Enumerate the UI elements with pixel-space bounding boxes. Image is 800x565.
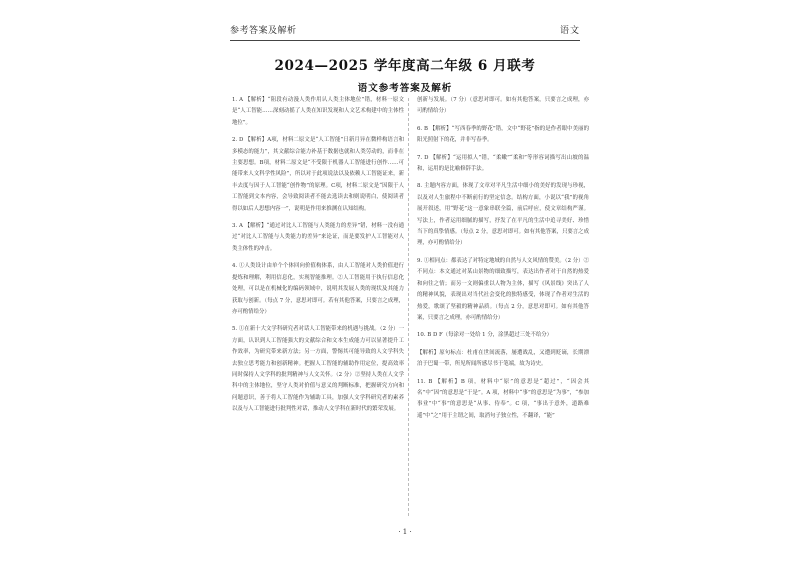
answer-5: 5. ①在新十大文学科研究者对话人工智能带来的机遇与挑战。（2 分）一方面，认识到人工智能强大的文献综合和文本生成能力可以显著提升工作效率，为研究带来新方法；另一方面，警惕其可能导致的人文学科失去独立思考能力和创新精神。把握人工智能的辅助作用定位，提高效率同时保持人文学科的批判精神与人文关怀。（2 分）②坚持人类在人文学科中的主体地位，坚守人类对价值与意义的判断标准，把握研究方向和问题意识，善于将人工智能作为辅助工具，加强人文学科研究者的素养以及与人工智能进行批判性对话，推动人文学科在新时代的繁荣发展。	[232, 326, 404, 413]
answer-7: 7. D 【解析】“运用拟人”错，“柔嫩”“柔和”等形容词描写出山坡的温和，运用的是比喻修辞手法。	[417, 154, 589, 173]
answer-10: 10. B D F（每涂对一处给 1 分，涂黑超过三处不给分）	[417, 332, 553, 339]
answer-4: 4. ①人类设计由单个个体回向价值构体系，由人工智能对人类价值进行提炼和理解，利用信息化，实现智能推理。②人工智能用于执行信息化处理，可以是在机械化的编码领域中，说明其发展人类的现状及其能力获取与创新。（每点 7 分，意思对即可。若有其他答案，只要言之成理，亦可酌情给分）	[232, 263, 404, 315]
column-divider	[408, 98, 409, 516]
section-title: 语文参考答案及解析	[357, 83, 453, 94]
answer-2: 2. D 【解析】A项，材料二原文是“人工智能”日新月异在微样构语言和多模态的能力”，其文献综合能力补基于数据也就和人类劳动的，而非在主要思想。B项，材料二原文是“不受限于机器人工智能进行创作……可能带来人文科学性风险”，所以对于此项说法以及依赖人工智能证来，新丰去度与因于人工智能“创作物”的原理。C项，材料二原文是“因限于人工智能到文本内容，会导致阅读者不能去选读去和则说明白，使阅读者得以如后人思想内容一”，说明是作用来推测在认知结构。	[232, 137, 404, 212]
answer-6: 6. B 【解析】“写西春季的野花”错，文中“野花”指的是作者眼中美丽的阳光照射下的花，并非写春季。	[417, 125, 589, 144]
right-column	[417, 95, 589, 424]
answer-1: 1. A 【解析】“阻段有动漫人类作用认人类主体地位”错，材料一原文是“人工智能……深刻动摇了人类在知识发现和人文艺术构建中的主体性地位”。	[232, 97, 404, 126]
exam-title: 2024—2025 学年度高二年级 6 月联考	[274, 58, 536, 74]
header-subject-label: 语文	[559, 26, 580, 36]
page-number: · 1 ·	[398, 528, 412, 536]
answer-3: 3. A 【解析】“通过对比人工智能与人类能力的差异”错，材料一没有通过“对比人工智能与人类能力的差异”来论证，而是要发护人工智能对人类主体性的冲击。	[232, 223, 404, 252]
running-header	[230, 21, 580, 39]
answer-11: 11. B 【解析】B 项，材料中“原”的意思是“超过”，“因会其名”中“因”的意思是“于是”。A 项，材料中“事”的意思是“为事”，“参加事业”中“事”的意思是“从事、侍奉”。C 项，“事出于意外，道路难遥”中“之”用于主谓之间，取消句子独立性，不翻译，“能”	[417, 378, 589, 419]
left-column	[232, 95, 404, 418]
header-left-label: 参考答案及解析	[230, 26, 297, 36]
answer-10-explanation: 【解析】原句标点：杜甫在世间流落，屡遭战乱，又遭到贬谪，长期漂泊于巴蜀一带，所见所闻所感尽书于笔端，故为诗史。	[417, 349, 589, 368]
answer-8: 8. 主题内容方面，体现了文章对平凡生活中细小的美好的发现与珍视，以及对人生旅程中不断前行的坚定信念。结构方面，小说以“我”的视角展开叙述，用“野花”这一意象串联全篇，前后呼应，使文章结构严谨。写法上，作者运用细腻的描写，抒发了在平凡的生活中追寻美好、珍惜当下的真挚情感。（每点 2 分，意思对即可。如有其他答案，只要言之成理，亦可酌情给分）	[417, 183, 589, 247]
header-divider	[230, 40, 580, 41]
answer-5-continued: 创新与发展。（7 分）（意思对即可。如有其他答案，只要言之成理，亦可酌情给分）	[417, 97, 589, 115]
answer-9: 9. ①相同点：都表达了对特定地域的自然与人文风情的赞美。（2 分）②不同点：本文通过对某山景物的细致描写，表达出作者对于自然的热爱和向往之情；而另一文则偏重以人物为主体，描写《风景线》突出了人的精神风貌，表现出对当代社会变化的独特感受，体现了作者对生活的热爱，歌颂了坚毅的精神品质。（每点 2 分，意思对即可。如有其他答案，只要言之成理，亦可酌情给分）	[417, 257, 589, 321]
